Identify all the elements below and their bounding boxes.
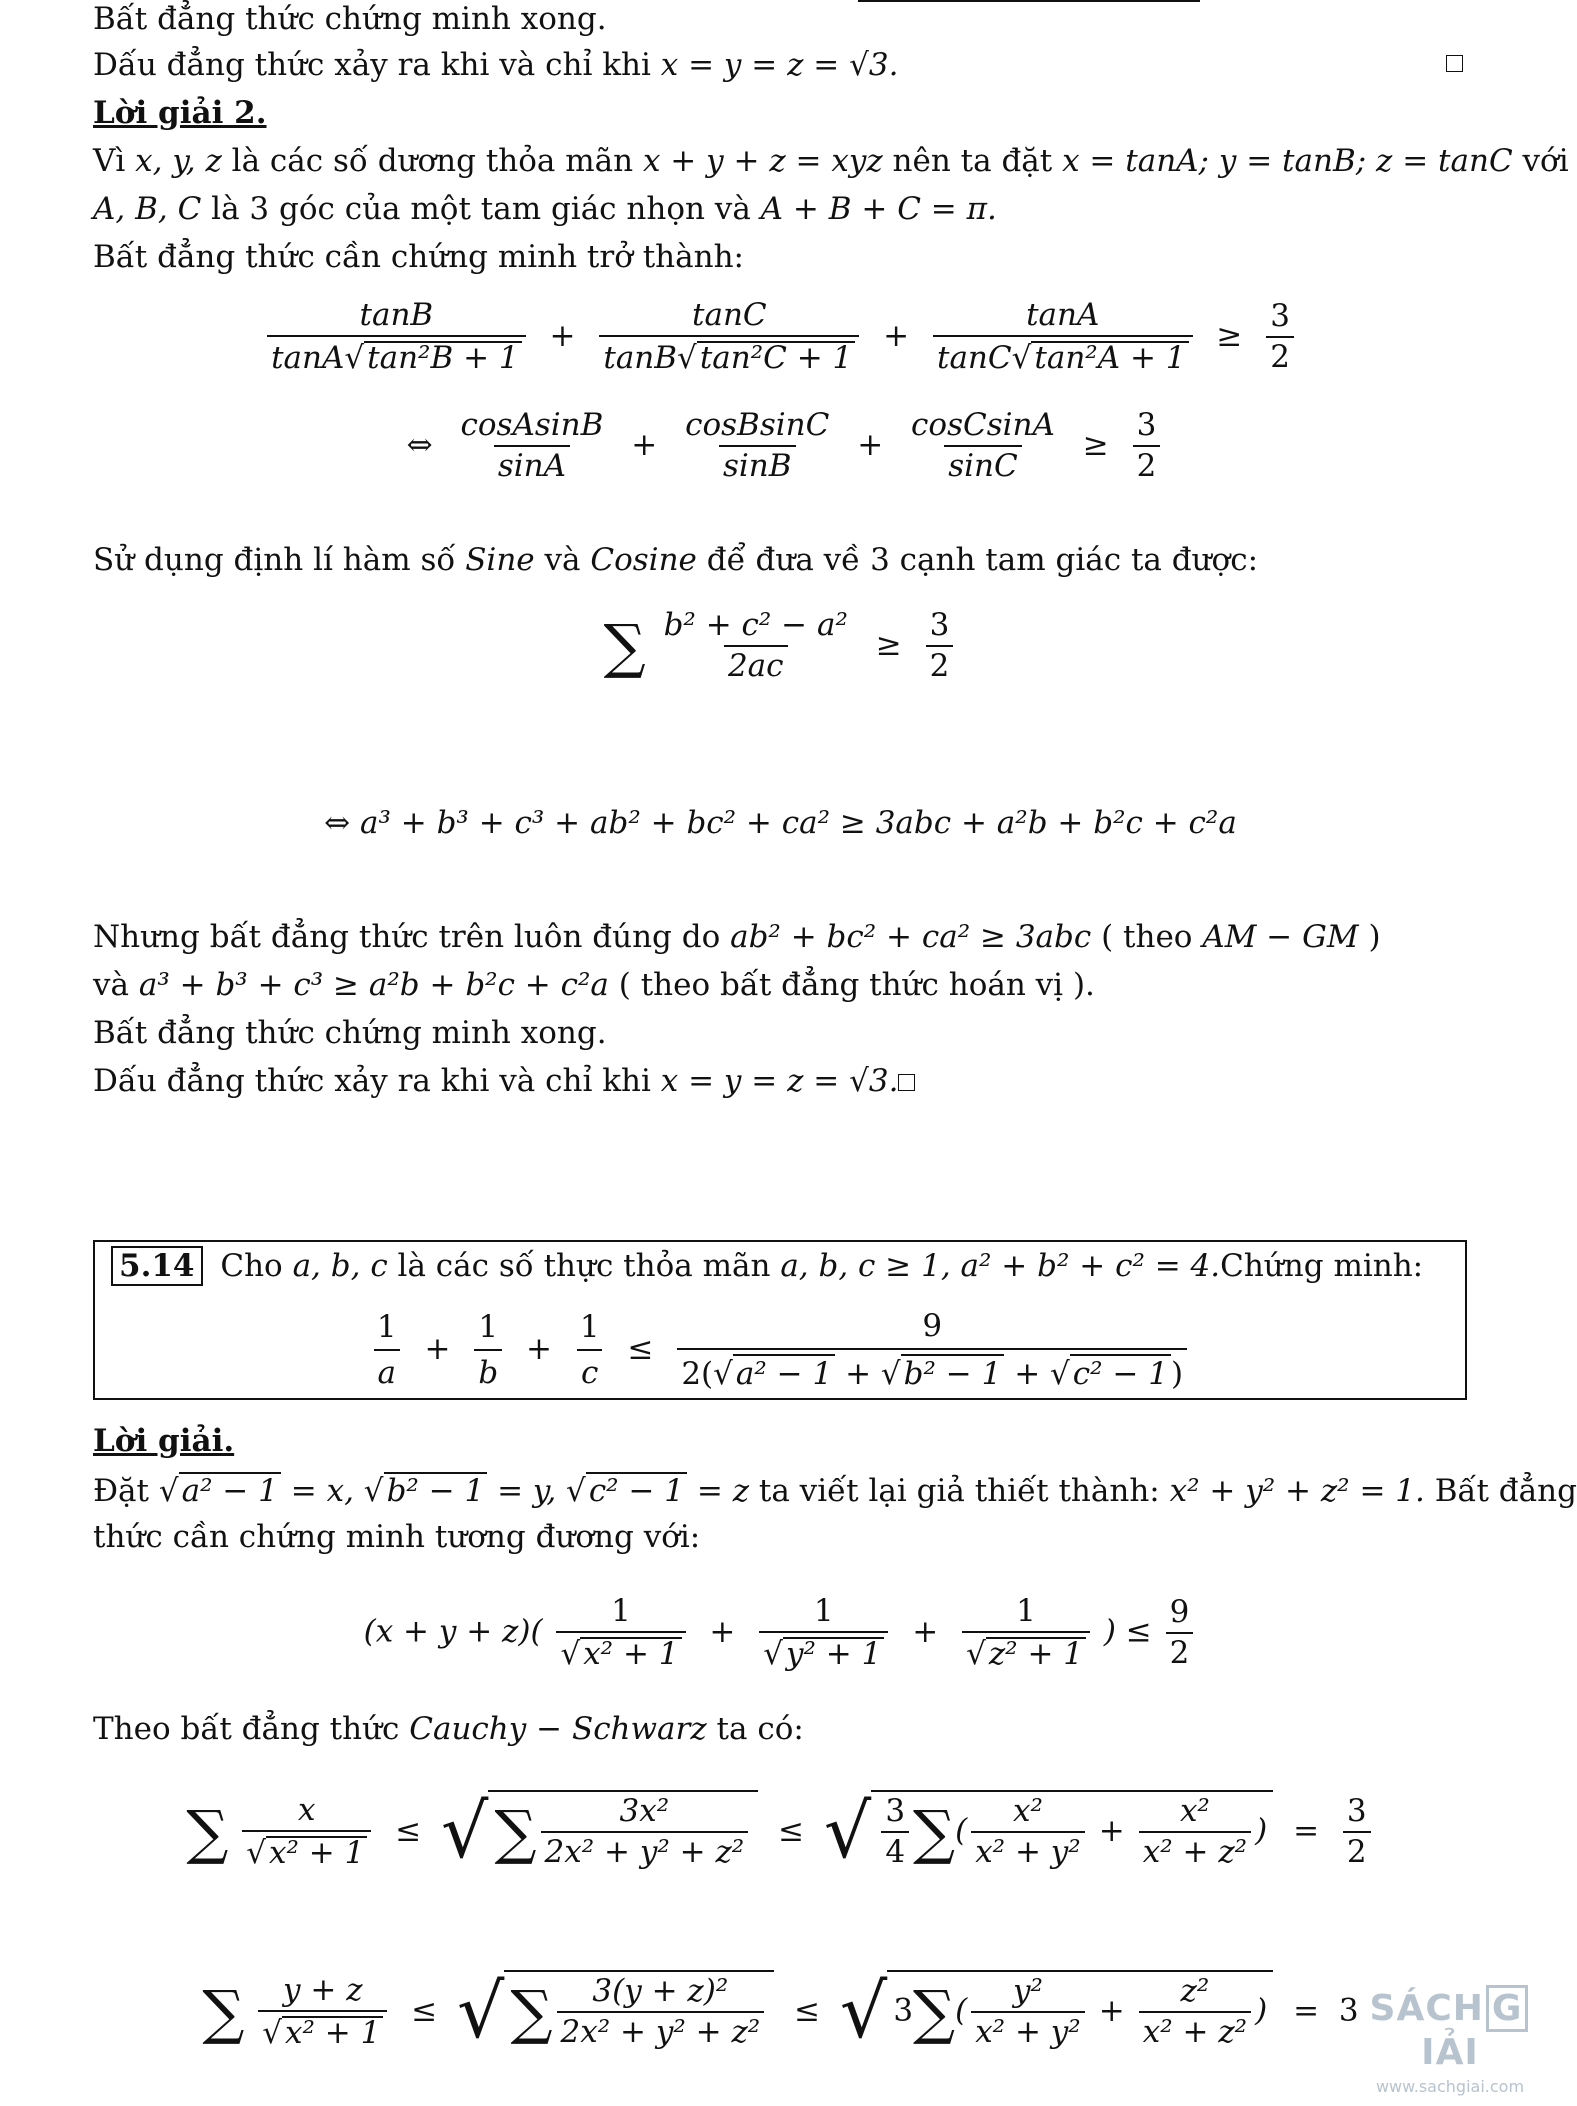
text-line bbox=[93, 48, 898, 84]
text-line: và a³ + b³ + c³ ≥ a²b + b²c + c²a ( theo bất đẳng thức hoán vị ). bbox=[93, 967, 1095, 1003]
watermark-logo: SÁCH GIẢI www.sachgiai.com bbox=[1350, 1985, 1550, 2096]
equation-1: $\frac{\tan B}{\text{tanA√tan²B + 1}}$ + $\frac{\tan C}{\text{tanB√tan²C + 1}}$ + $\frac{\tan A}{\text{tanC√tan²A + 1}}$ ≥ $\frac{3}{2}$ bbox=[0, 300, 1561, 374]
equation-3: ∑ $\frac{\text{b² + c² − a²}}{2ac}$ ≥ $\frac{3}{2}$ bbox=[0, 610, 1561, 682]
text-line: Bất đẳng thức chứng minh xong. bbox=[93, 1, 607, 37]
equation-6: ∑ $\frac{x}{\text{√x² + 1}}$ ≤ √ ∑ $\frac{\text{3x²}}{\text{2x² + y² + z²}}$ ≤ √ $\frac{3}{4}$ ∑( $\frac{\text{x²}}{\text{x² + y²}}$ + $\frac{\text{x²}}{\text{x² + z²}}$ ) = $\frac{3}{2}$ bbox=[0, 1790, 1561, 1869]
text-line: Vì x, y, z là các số dương thỏa mãn x + y + z = xyz nên ta đặt x = tanA; y = tanB; z = tanC với bbox=[93, 143, 1569, 179]
qed-icon bbox=[1446, 55, 1463, 72]
equation-2: ⇔ $\frac{\text{cosAsinB}}{\sin A}$ + $\frac{\text{cosBsinC}}{\sin B}$ + $\frac{\text{cosCsinA}}{\sin C}$ ≥ $\frac{3}{2}$ bbox=[0, 410, 1561, 482]
problem-statement: 5.14 Cho a, b, c là các số thực thỏa mãn a, b, c ≥ 1, a² + b² + c² = 4.Chứng minh: bbox=[111, 1246, 1423, 1286]
text-line: Theo bất đẳng thức Cauchy − Schwarz ta có: bbox=[93, 1711, 804, 1747]
top-rule bbox=[858, 0, 1200, 2]
problem-box bbox=[93, 1240, 1467, 1400]
math: x = y = z = √3. bbox=[660, 47, 899, 83]
text-line: Dấu đẳng thức xảy ra khi và chỉ khi x = y = z = √3. bbox=[93, 1064, 915, 1100]
text-line: thức cần chứng minh tương đương với: bbox=[93, 1519, 701, 1555]
equation-5: (x + y + z)( $\frac{1}{\text{√x² + 1}}$ + $\frac{1}{\text{√y² + 1}}$ + $\frac{1}{\text{√z² + 1}}$ ) ≤ $\frac{9}{2}$ bbox=[0, 1596, 1561, 1670]
problem-number: 5.14 bbox=[111, 1246, 203, 1286]
text: Dấu đẳng thức xảy ra khi và chỉ khi bbox=[93, 47, 661, 83]
text-line: A, B, C là 3 góc của một tam giác nhọn và A + B + C = π. bbox=[93, 191, 997, 227]
watermark-url: www.sachgiai.com bbox=[1375, 2077, 1525, 2096]
text-line: Sử dụng định lí hàm số Sine và Cosine để đưa về 3 cạnh tam giác ta được: bbox=[93, 542, 1259, 578]
text-line: Nhưng bất đẳng thức trên luôn đúng do ab² + bc² + ca² ≥ 3abc ( theo AM − GM ) bbox=[93, 919, 1381, 955]
solution2-heading: Lời giải 2. bbox=[93, 95, 267, 131]
equation-7: ∑ $\frac{y + z}{\text{√x² + 1}}$ ≤ √ ∑ $\frac{\text{3(y + z)²}}{\text{2x² + y² + z²}}$ ≤ √ 3∑( $\frac{\text{y²}}{\text{x² + y²}}$ + $\frac{\text{z²}}{\text{x² + z²}}$ ) = 3 bbox=[202, 1968, 1359, 2056]
equation-4: ⇔ a³ + b³ + c³ + ab² + bc² + ca² ≥ 3abc + a²b + b²c + c²a bbox=[324, 805, 1237, 841]
text-line: Đặt √a² − 1 = x, √b² − 1 = y, √c² − 1 = z ta viết lại giả thiết thành: x² + y² + z² = 1. Bất đẳng bbox=[93, 1473, 1577, 1509]
problem-inequality: $\frac{1}{a}$ + $\frac{1}{b}$ + $\frac{1}{c}$ ≤ $\frac{9}{\text{2(√a² − 1 + √b² − 1 + √c² − 1)}}$ bbox=[95, 1308, 1465, 1392]
qed-icon bbox=[898, 1074, 915, 1091]
text-line: Bất đẳng thức chứng minh xong. bbox=[93, 1015, 607, 1051]
solution-heading: Lời giải. bbox=[93, 1423, 235, 1459]
text-line: Bất đẳng thức cần chứng minh trở thành: bbox=[93, 239, 744, 275]
